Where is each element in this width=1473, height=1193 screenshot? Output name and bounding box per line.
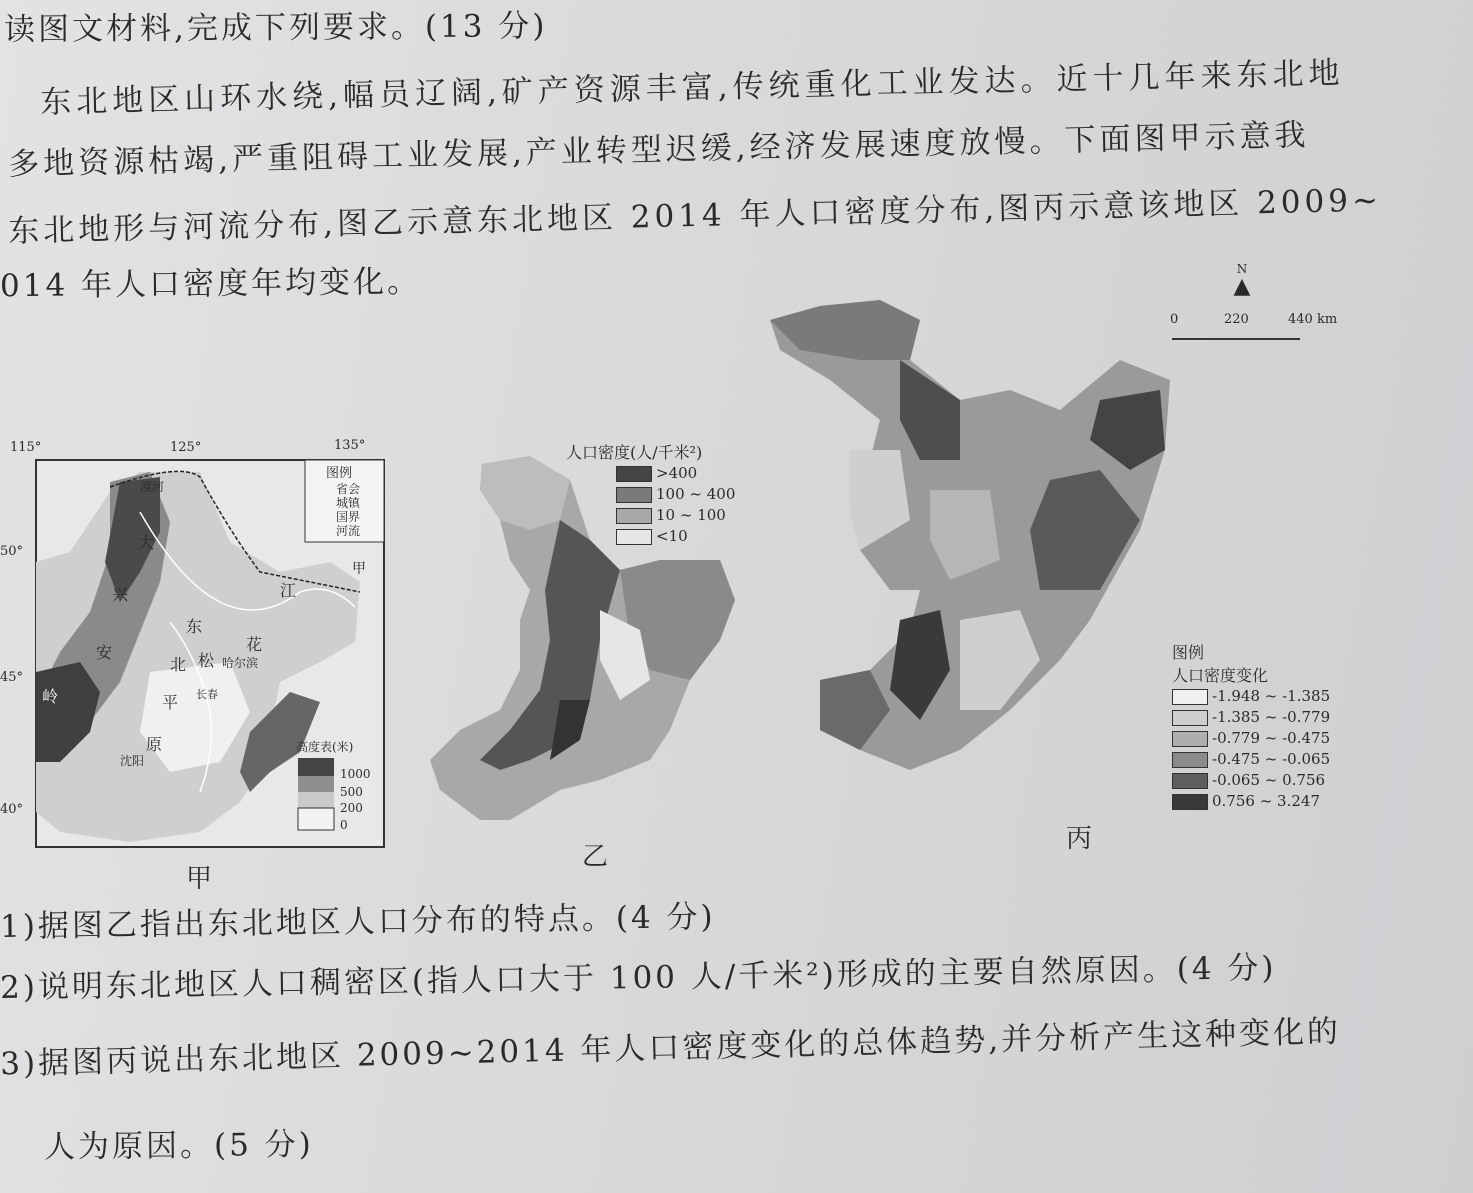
question-3-line-1: 3)据图丙说出东北地区 2009~2014 年人口密度变化的总体趋势,并分析产生这种变化的 bbox=[0, 1013, 1342, 1083]
scale-tick-220: 220 bbox=[1224, 312, 1249, 327]
north-label: N bbox=[1236, 262, 1248, 276]
bing-swatch-3 bbox=[1172, 731, 1208, 747]
jia-label-bei: 北 bbox=[170, 655, 187, 674]
yi-legend-title: 人口密度(人/千米²) bbox=[566, 443, 703, 462]
jia-label-ling: 岭 bbox=[42, 687, 59, 706]
north-arrow-icon bbox=[1232, 262, 1252, 298]
jia-label-mohe: 漠河 bbox=[140, 480, 165, 494]
jia-elev-1000: 1000 bbox=[340, 767, 371, 781]
bing-legend-row-6 bbox=[1172, 791, 1330, 812]
jia-lat-45: 45° bbox=[0, 670, 24, 685]
map-bing bbox=[760, 290, 1180, 790]
bing-legend-label-1: -1.948 ~ -1.385 bbox=[1212, 687, 1331, 705]
jia-label-yuan: 原 bbox=[146, 735, 163, 754]
jia-elev-500: 500 bbox=[340, 785, 363, 799]
map-jia bbox=[0, 432, 400, 852]
intro-line-4: 东北地形与河流分布,图乙示意东北地区 2014 年人口密度分布,图丙示意该地区 2009~ bbox=[7, 182, 1383, 250]
jia-label-shenyang: 沈阳 bbox=[120, 754, 145, 768]
jia-elevation-title: 高度表(米) bbox=[296, 740, 354, 754]
intro-line-3: 多地资源枯竭,严重阻碍工业发展,产业转型迟缓,经济发展速度放慢。下面图甲示意我 bbox=[7, 117, 1310, 183]
bing-swatch-5 bbox=[1172, 773, 1208, 789]
jia-lat-40: 40° bbox=[0, 802, 24, 817]
caption-bing: 丙 bbox=[1066, 824, 1093, 854]
yi-legend-row-3 bbox=[616, 505, 735, 526]
yi-swatch-1 bbox=[616, 466, 652, 482]
yi-legend-row-1 bbox=[616, 463, 735, 484]
bing-legend-row-3 bbox=[1172, 728, 1330, 749]
bing-legend-label-5: -0.065 ~ 0.756 bbox=[1212, 771, 1326, 789]
bing-swatch-6 bbox=[1172, 794, 1208, 810]
jia-lon-125: 125° bbox=[170, 440, 202, 455]
jia-label-harbin: 哈尔滨 bbox=[222, 656, 259, 670]
jia-label-song: 松 bbox=[198, 651, 215, 670]
yi-legend-label-3: 10 ~ 100 bbox=[656, 506, 726, 524]
scale-line bbox=[1172, 338, 1300, 340]
bing-legend-label-6: 0.756 ~ 3.247 bbox=[1212, 792, 1320, 810]
jia-label-xing: 兴 bbox=[112, 585, 129, 604]
yi-legend-row-4 bbox=[616, 526, 735, 547]
map-bing-svg bbox=[760, 290, 1180, 790]
yi-legend-label-4: <10 bbox=[656, 527, 688, 545]
bing-swatch-2 bbox=[1172, 710, 1208, 726]
jia-label-an: 安 bbox=[96, 643, 113, 662]
jia-legend-river: 河流 bbox=[336, 524, 361, 538]
jia-label-changchun: 长春 bbox=[196, 688, 218, 701]
yi-legend bbox=[566, 440, 735, 547]
question-3-line-2: 人为原因。(5 分) bbox=[43, 1126, 314, 1166]
scale-tick-0: 0 bbox=[1170, 312, 1179, 327]
yi-swatch-4 bbox=[616, 529, 652, 545]
yi-legend-label-2: 100 ~ 400 bbox=[656, 485, 736, 503]
bing-legend bbox=[1172, 640, 1330, 812]
bing-legend-row-4 bbox=[1172, 749, 1330, 770]
map-yi bbox=[420, 440, 750, 840]
yi-swatch-3 bbox=[616, 508, 652, 524]
jia-label-da: 大 bbox=[138, 533, 155, 552]
bing-legend-row-1 bbox=[1172, 686, 1330, 707]
scale-bar bbox=[1170, 312, 1350, 346]
question-1: 1)据图乙指出东北地区人口分布的特点。(4 分) bbox=[0, 899, 716, 945]
jia-elev-0: 0 bbox=[340, 818, 348, 832]
bing-legend-label-4: -0.475 ~ -0.065 bbox=[1212, 750, 1331, 768]
scale-tick-440: 440 km bbox=[1288, 312, 1338, 327]
bing-swatch-1 bbox=[1172, 689, 1208, 705]
caption-yi: 乙 bbox=[582, 842, 609, 872]
jia-label-dong: 东 bbox=[186, 617, 203, 636]
bing-legend-label-3: -0.779 ~ -0.475 bbox=[1212, 729, 1331, 747]
jia-lat-50: 50° bbox=[0, 544, 24, 559]
jia-label-jia-marker: 甲 bbox=[352, 561, 366, 577]
jia-legend-capital: 省会 bbox=[336, 482, 361, 496]
jia-elev-200: 200 bbox=[340, 801, 363, 815]
jia-lon-135: 135° bbox=[334, 438, 366, 453]
yi-legend-label-1: >400 bbox=[656, 464, 698, 482]
caption-jia: 甲 bbox=[186, 864, 213, 894]
bing-legend-title: 图例 bbox=[1172, 643, 1205, 662]
north-arrow-glyph: ▲ bbox=[1233, 274, 1251, 299]
jia-legend-town: 城镇 bbox=[336, 496, 361, 510]
jia-label-jiang: 江 bbox=[280, 581, 297, 600]
intro-line-2: 东北地区山环水绕,幅员辽阔,矿产资源丰富,传统重化工业发达。近十几年来东北地 bbox=[39, 55, 1345, 121]
bing-legend-row-2 bbox=[1172, 707, 1330, 728]
bing-legend-row-5 bbox=[1172, 770, 1330, 791]
bing-legend-subtitle: 人口密度变化 bbox=[1172, 666, 1269, 685]
jia-legend-border: 国界 bbox=[336, 510, 361, 524]
jia-label-hua: 花 bbox=[246, 635, 263, 654]
jia-lon-115: 115° bbox=[10, 440, 42, 455]
bing-swatch-4 bbox=[1172, 752, 1208, 768]
yi-swatch-2 bbox=[616, 487, 652, 503]
jia-label-ping: 平 bbox=[162, 693, 179, 712]
bing-legend-label-2: -1.385 ~ -0.779 bbox=[1212, 708, 1331, 726]
jia-legend-title: 图例 bbox=[326, 466, 353, 481]
question-2: 2)说明东北地区人口稠密区(指人口大于 100 人/千米²)形成的主要自然原因。(4 分) bbox=[0, 949, 1277, 1007]
intro-line-1: 读图文材料,完成下列要求。(13 分) bbox=[3, 8, 548, 48]
yi-legend-row-2 bbox=[616, 484, 735, 505]
intro-line-5: 014 年人口密度年均变化。 bbox=[0, 263, 422, 305]
